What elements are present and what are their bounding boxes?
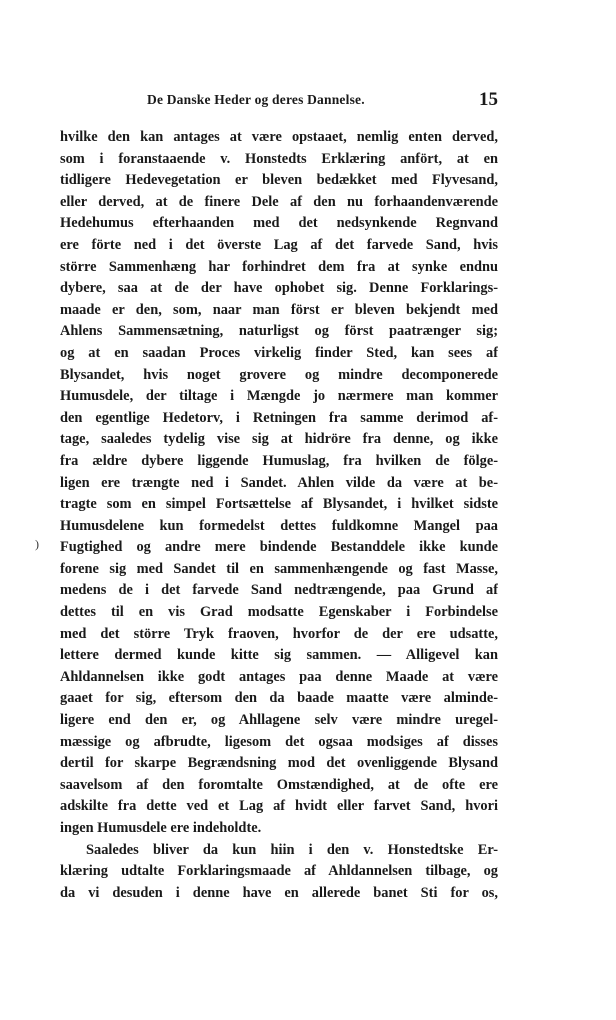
text-line: saavelsom af den foromtalte Omstændighed, at de ofte ere <box>60 776 498 793</box>
text-line: klæring udtalte Forklaringsmaade af Ahldannelsen tilbage, og <box>60 863 498 880</box>
text-line: Blysandet, hvis noget grovere og mindre decomponerede <box>60 366 498 383</box>
text-line: Humusdele, der tiltage i Mængde jo nærmere man kommer <box>60 388 498 405</box>
running-title: De Danske Heder og deres Dannelse. <box>147 92 365 107</box>
text-line: Humusdelene kun formedelst dettes fuldkomne Mangel paa <box>60 517 498 534</box>
text-line: fra ældre dybere liggende Humuslag, fra hvilken de fölge- <box>60 452 498 469</box>
text-line: da vi desuden i denne have en allerede banet Sti for os, <box>60 884 498 901</box>
text-line: og at en saadan Proces virkelig finder Sted, kan sees af <box>60 344 498 361</box>
text-line: Ahldannelsen ikke godt antages paa denne Maade at være <box>60 668 498 685</box>
text-line: gaaet for sig, eftersom den da baade maatte være alminde- <box>60 690 498 707</box>
text-line: större Sammenhæng har forhindret dem fra at synke endnu <box>60 258 498 275</box>
margin-mark: ) <box>35 537 39 551</box>
text-line: Fugtighed og andre mere bindende Bestanddele ikke kunde <box>60 539 498 556</box>
text-line: ligen ere trængte ned i Sandet. Ahlen vilde da være at be- <box>60 474 498 491</box>
text-line: forene sig med Sandet til en sammenhængende og fast Masse, <box>60 560 498 577</box>
text-line: hvilke den kan antages at være opstaaet, nemlig enten derved, <box>60 129 498 145</box>
text-line: som i foranstaaende v. Honstedts Erklæring anfört, at en <box>60 150 498 167</box>
text-line: Ahlens Sammensætning, naturligst og först paatrænger sig; <box>60 323 498 340</box>
page-number: 15 <box>479 89 498 110</box>
text-line: adskilte fra dette ved et Lag af hvidt eller farvet Sand, hvori <box>60 798 498 815</box>
text-line: tage, saaledes tydelig vise sig at hidröre fra denne, og ikke <box>60 431 498 448</box>
text-line: dettes til en vis Grad modsatte Egenskaber i Forbindelse <box>60 604 498 621</box>
text-line: lettere dermed kunde kitte sig sammen. — Alligevel kan <box>60 647 498 664</box>
text-line: ligere end den er, og Ahllagene selv være mindre uregel- <box>60 712 498 729</box>
text-line: Hedehumus efterhaanden med det nedsynkende Regnvand <box>60 215 498 232</box>
text-line: den egentlige Hedetorv, i Retningen fra samme derimod af- <box>60 409 498 426</box>
text-line: dybere, saa at de der have ophobet sig. Denne Forklarings- <box>60 280 498 297</box>
text-line: mæssige og afbrudte, ligesom det ogsaa modsiges af disses <box>60 733 498 750</box>
paragraph-end-line: ingen Humusdele ere indeholdte. <box>60 820 262 836</box>
text-line: med det större Tryk fraoven, hvorfor de der ere udsatte, <box>60 625 498 642</box>
text-line: tragte som en simpel Fortsættelse af Blysandet, i hvilket sidste <box>60 496 498 513</box>
text-line: maade er den, som, naar man först er bleven bekjendt med <box>60 301 498 318</box>
text-line: eller derved, at de finere Dele af den nu forhaandenværende <box>60 193 498 210</box>
text-line: medens de i det farvede Sand nedtrængende, paa Grund af <box>60 582 498 599</box>
text-line: ere förte ned i det överste Lag af det farvede Sand, hvis <box>60 236 498 253</box>
paragraph-start-line: Saaledes bliver da kun hiin i den v. Honstedtske Er- <box>86 841 498 858</box>
text-line: tidligere Hedevegetation er bleven bedækket med Flyvesand, <box>60 172 498 189</box>
body-text <box>60 127 498 904</box>
text-line: dertil for skarpe Begrændsning mod det ovenliggende Blysand <box>60 755 498 772</box>
running-head <box>60 89 498 112</box>
